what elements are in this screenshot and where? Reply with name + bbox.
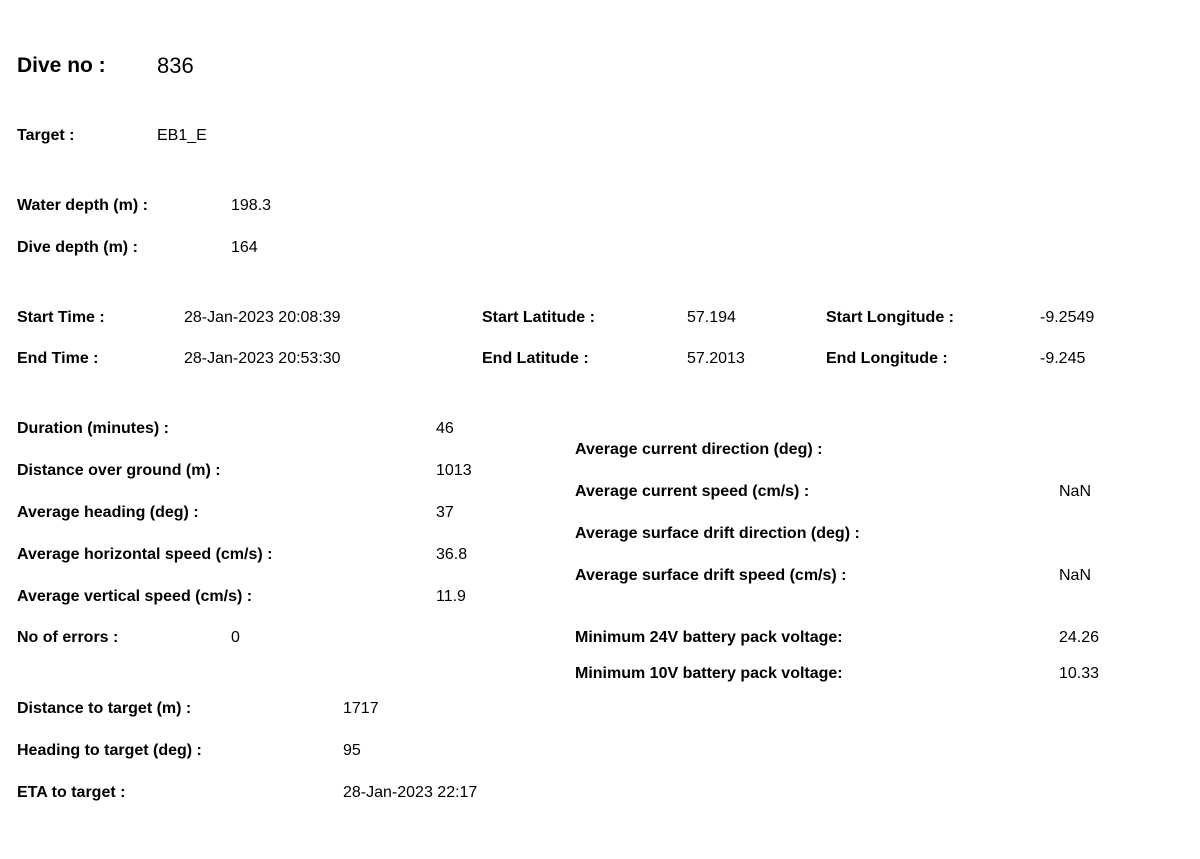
distance-to-target-label: Distance to target (m) : xyxy=(17,700,192,717)
min-10v-battery-label: Minimum 10V battery pack voltage: xyxy=(575,665,843,682)
start-latitude-label: Start Latitude : xyxy=(482,309,595,326)
start-latitude-value: 57.194 xyxy=(687,309,736,326)
end-longitude-value: -9.245 xyxy=(1040,350,1086,367)
end-time-label: End Time : xyxy=(17,350,99,367)
end-latitude-value: 57.2013 xyxy=(687,350,745,367)
duration-value: 46 xyxy=(436,420,454,437)
average-surface-drift-direction-label: Average surface drift direction (deg) : xyxy=(575,525,860,542)
start-time-label: Start Time : xyxy=(17,309,105,326)
heading-to-target-value: 95 xyxy=(343,742,361,759)
average-surface-drift-speed-label: Average surface drift speed (cm/s) : xyxy=(575,567,847,584)
average-horizontal-speed-value: 36.8 xyxy=(436,546,468,563)
average-vertical-speed-label: Average vertical speed (cm/s) : xyxy=(17,588,253,605)
distance-over-ground-label: Distance over ground (m) : xyxy=(17,462,221,479)
distance-over-ground-value: 1013 xyxy=(436,462,472,479)
dive-no-label: Dive no : xyxy=(17,54,106,77)
end-latitude-label: End Latitude : xyxy=(482,350,589,367)
target-value: EB1_E xyxy=(157,127,207,144)
min-24v-battery-value: 24.26 xyxy=(1059,629,1100,646)
eta-to-target-label: ETA to target : xyxy=(17,784,126,801)
start-longitude-value: -9.2549 xyxy=(1040,309,1095,326)
min-10v-battery-value: 10.33 xyxy=(1059,665,1100,682)
distance-to-target-value: 1717 xyxy=(343,700,379,717)
duration-label: Duration (minutes) : xyxy=(17,420,169,437)
average-heading-label: Average heading (deg) : xyxy=(17,504,199,521)
target-label: Target : xyxy=(17,127,75,144)
end-time-value: 28-Jan-2023 20:53:30 xyxy=(184,350,341,367)
average-heading-value: 37 xyxy=(436,504,454,521)
errors-label: No of errors : xyxy=(17,629,119,646)
end-longitude-label: End Longitude : xyxy=(826,350,948,367)
dive-depth-label: Dive depth (m) : xyxy=(17,239,138,256)
water-depth-value: 198.3 xyxy=(231,197,272,214)
min-24v-battery-label: Minimum 24V battery pack voltage: xyxy=(575,629,843,646)
dive-depth-value: 164 xyxy=(231,239,258,256)
eta-to-target-value: 28-Jan-2023 22:17 xyxy=(343,784,478,801)
average-current-speed-label: Average current speed (cm/s) : xyxy=(575,483,810,500)
average-current-speed-value: NaN xyxy=(1059,483,1092,500)
average-horizontal-speed-label: Average horizontal speed (cm/s) : xyxy=(17,546,273,563)
water-depth-label: Water depth (m) : xyxy=(17,197,148,214)
errors-value: 0 xyxy=(231,629,240,646)
dive-no-value: 836 xyxy=(157,53,194,78)
start-longitude-label: Start Longitude : xyxy=(826,309,954,326)
heading-to-target-label: Heading to target (deg) : xyxy=(17,742,202,759)
average-vertical-speed-value: 11.9 xyxy=(436,588,466,605)
start-time-value: 28-Jan-2023 20:08:39 xyxy=(184,309,341,326)
average-surface-drift-speed-value: NaN xyxy=(1059,567,1092,584)
average-current-direction-label: Average current direction (deg) : xyxy=(575,441,823,458)
